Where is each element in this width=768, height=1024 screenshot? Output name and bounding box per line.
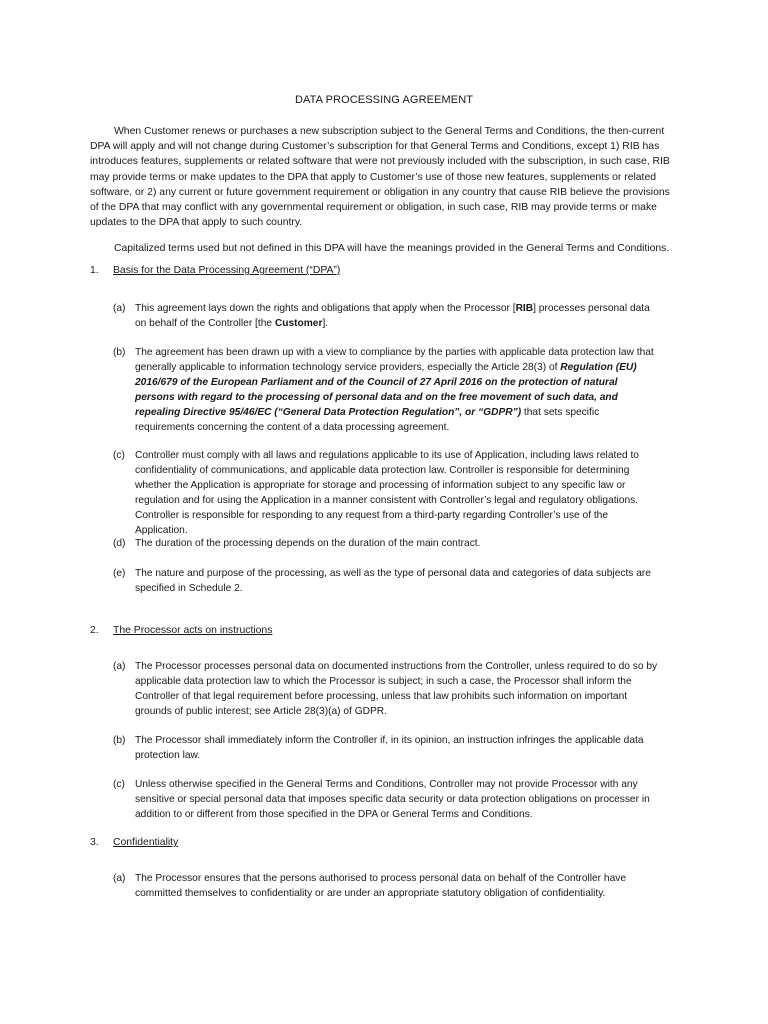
- section-heading: Basis for the Data Processing Agreement (“DPA”): [113, 265, 341, 276]
- section-number: 2.: [90, 625, 99, 636]
- item-text: ] processes personal data on behalf of the Controller [the: [135, 303, 650, 329]
- intro-definitions-paragraph: Capitalized terms used but not defined in this DPA will have the meanings provided in the General Terms and Conditions.: [114, 243, 670, 254]
- item-letter: (b): [113, 735, 126, 746]
- item-letter: (d): [113, 538, 126, 549]
- item-body: Controller must comply with all laws and regulations applicable to its use of Application, including laws related to confidentiality of communications, and applicable data protection law. Controller is responsible for determining whether the Application is appropriate for storage and processing of information subject to any specific law or regulation and for using the Application in a manner consistent with Controller’s legal and regulatory obligations. Controller is responsible for responding to any request from a third-party regarding Controller’s use of the Application.: [135, 450, 639, 536]
- section-3-header: [90, 835, 178, 850]
- section-1-header: [90, 263, 340, 278]
- section-2-item-b: [113, 733, 658, 763]
- section-1-item-d: [113, 536, 658, 551]
- item-bold-italic-text: Regulation (EU) 2016/679 of the European Parliament and of the Council of 27 April 2016 on the protection of natural persons with regard to the processing of personal data and on the free movement of such data, and repealing Directive 95/46/EC (“General Data Protection Regulation”, or “GDPR”): [135, 362, 637, 418]
- section-1-item-b: [113, 345, 658, 435]
- item-bold-text: RIB: [515, 303, 534, 314]
- document-title: DATA PROCESSING AGREEMENT: [294, 94, 474, 106]
- section-number: 3.: [90, 837, 99, 848]
- item-letter: (a): [113, 661, 126, 672]
- item-text: ].: [322, 318, 329, 329]
- section-3-item-a: [113, 871, 658, 901]
- section-number: 1.: [90, 265, 99, 276]
- item-text: The agreement has been drawn up with a view to compliance by the parties with applicable data protection law that generally applicable to information technology service providers, especially the Article 28(3) of: [135, 347, 654, 373]
- item-letter: (c): [113, 779, 125, 790]
- intro-paragraph: When Customer renews or purchases a new subscription subject to the General Terms and Conditions, the then-current DPA will apply and will not change during Customer’s subscription for that General Terms and Conditions, except 1) RIB has introduces features, supplements or related software that were not previously included with the subscription, in such case, RIB may provide terms or make updates to the DPA that apply to Customer’s use of those new features, supplements or related software, or 2) any current or future government requirement or obligation in any country that cause RIB believe the provisions of the DPA that may conflict with any governmental requirement or obligation, in such case, RIB may provide terms or make updates to the DPA that apply to such country.: [90, 126, 670, 229]
- item-body: The duration of the processing depends on the duration of the main contract.: [135, 538, 481, 549]
- item-bold-text: Customer: [274, 318, 323, 329]
- section-2-item-a: [113, 659, 658, 719]
- item-letter: (b): [113, 347, 126, 358]
- item-text: that sets specific requirements concerning the content of a data processing agreement.: [135, 407, 600, 433]
- item-body: The Processor shall immediately inform the Controller if, in its opinion, an instruction infringes the applicable data protection law.: [135, 735, 644, 761]
- section-2-header: [90, 623, 272, 638]
- item-letter: (c): [113, 450, 125, 461]
- item-body: Unless otherwise specified in the General Terms and Conditions, Controller may not provide Processor with any sensitive or special personal data that imposes specific data security or data protection obligations on processer in addition to or different from those specified in the DPA or General Terms and Conditions.: [135, 779, 650, 820]
- item-letter: (a): [113, 303, 126, 314]
- section-1-item-a: [113, 301, 658, 331]
- item-body: [135, 345, 658, 435]
- section-1-item-c: [113, 448, 658, 538]
- item-body: [135, 301, 658, 331]
- section-1-item-e: [113, 566, 658, 596]
- section-2-item-c: [113, 777, 658, 822]
- item-letter: (e): [113, 568, 126, 579]
- item-body: The Processor ensures that the persons authorised to process personal data on behalf of the Controller have committed themselves to confidentiality or are under an appropriate statutory obligation of confidentiality.: [135, 873, 626, 899]
- item-text: This agreement lays down the rights and obligations that apply when the Processor [: [135, 303, 516, 314]
- item-body: The Processor processes personal data on documented instructions from the Controller, unless required to do so by applicable data protection law to which the Processor is subject; in such a case, the Processor shall inform the Controller of that legal requirement before processing, unless that law prohibits such information on important grounds of public interest; see Article 28(3)(a) of GDPR.: [135, 661, 658, 717]
- section-heading: The Processor acts on instructions: [113, 625, 273, 636]
- item-letter: (a): [113, 873, 126, 884]
- item-body: The nature and purpose of the processing, as well as the type of personal data and categories of data subjects are specified in Schedule 2.: [135, 568, 651, 594]
- section-heading: Confidentiality: [113, 837, 179, 848]
